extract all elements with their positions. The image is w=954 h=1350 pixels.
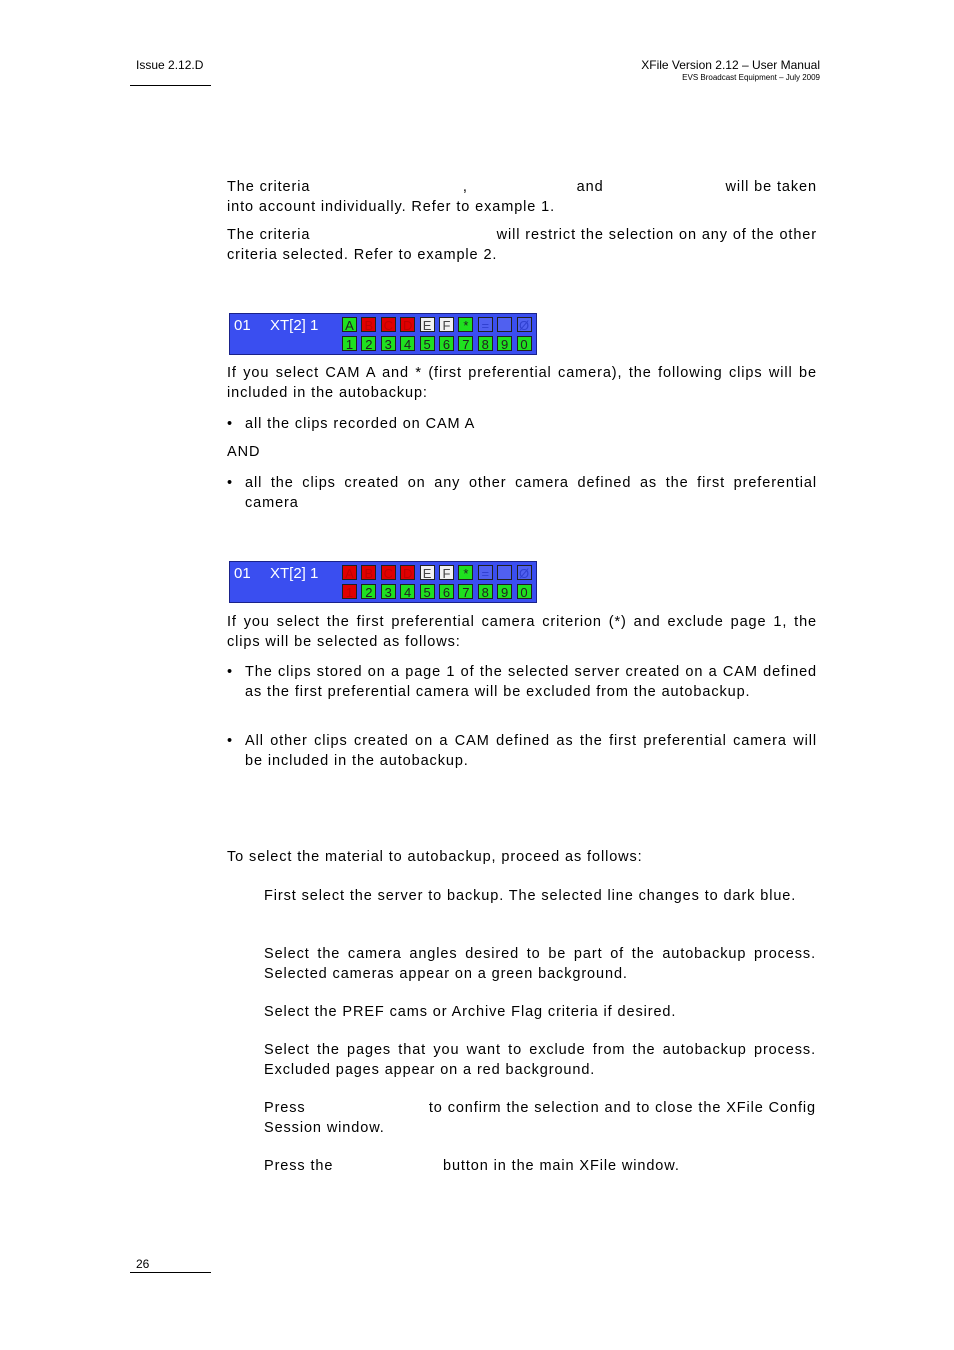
- camera-cell-A[interactable]: A: [342, 317, 357, 332]
- camera-cell-F[interactable]: F: [439, 317, 454, 332]
- list-item: • All other clips created on a CAM defined as the first preferential camera will be included in the autobackup.: [227, 733, 817, 769]
- page-cell-7[interactable]: 7: [458, 584, 473, 599]
- page-cell-9[interactable]: 9: [497, 584, 512, 599]
- page-cell-1[interactable]: 1: [342, 584, 357, 599]
- server-line-id: 01: [234, 317, 251, 334]
- camera-cell-C[interactable]: C: [381, 565, 396, 580]
- procedure-step-6: Press the button in the main XFile window.: [264, 1158, 680, 1174]
- camera-selector-row: [342, 565, 536, 580]
- camera-cell-B[interactable]: B: [361, 565, 376, 580]
- procedure-step-2: Select the camera angles desired to be part of the autobackup process. Selected cameras appear on a green background.: [264, 946, 816, 982]
- procedure-step-4: Select the pages that you want to exclude from the autobackup process. Excluded pages appear on a red background.: [264, 1042, 816, 1078]
- camera-cell-*[interactable]: *: [458, 565, 473, 580]
- camera-cell-F[interactable]: F: [439, 565, 454, 580]
- paragraph-criteria-restrict: The criteria will restrict the selection on any of the other criteria selected. Refer to example 2.: [227, 227, 817, 263]
- paragraph-criteria-individual: The criteria , and will be taken into account individually. Refer to example 1.: [227, 179, 817, 215]
- bullet-icon: •: [227, 416, 233, 432]
- page-cell-5[interactable]: 5: [420, 584, 435, 599]
- example-1-intro: If you select CAM A and * (first preferential camera), the following clips will be included in the autobackup:: [227, 365, 817, 401]
- server-line-name: XT[2] 1: [270, 317, 319, 334]
- page-cell-8[interactable]: 8: [478, 336, 493, 351]
- camera-cell-*[interactable]: *: [458, 317, 473, 332]
- camera-cell-=[interactable]: =: [478, 565, 493, 580]
- camera-cell-D[interactable]: D: [400, 565, 415, 580]
- header-rule: [130, 85, 211, 86]
- page-cell-8[interactable]: 8: [478, 584, 493, 599]
- footer-rule: [130, 1272, 211, 1273]
- camera-cell-B[interactable]: B: [361, 317, 376, 332]
- camera-cell-A[interactable]: A: [342, 565, 357, 580]
- camera-cell-E[interactable]: E: [420, 317, 435, 332]
- camera-cell-Ø[interactable]: Ø: [517, 317, 532, 332]
- procedure-step-1: First select the server to backup. The selected line changes to dark blue.: [264, 888, 797, 904]
- page-cell-6[interactable]: 6: [439, 336, 454, 351]
- header-issue: Issue 2.12.D: [136, 58, 204, 72]
- and-label: AND: [227, 444, 261, 460]
- list-item: • all the clips recorded on CAM A: [227, 415, 817, 435]
- page-cell-0[interactable]: 0: [517, 336, 532, 351]
- page-cell-3[interactable]: 3: [381, 584, 396, 599]
- page-cell-1[interactable]: 1: [342, 336, 357, 351]
- bullet-icon: •: [227, 733, 233, 749]
- page-cell-0[interactable]: 0: [517, 584, 532, 599]
- page-cell-6[interactable]: 6: [439, 584, 454, 599]
- camera-cell-C[interactable]: C: [381, 317, 396, 332]
- camera-cell-blank[interactable]: [497, 565, 512, 580]
- procedure-step-3: Select the PREF cams or Archive Flag criteria if desired.: [264, 1004, 677, 1020]
- server-line-id: 01: [234, 565, 251, 582]
- page-number: 26: [136, 1257, 150, 1271]
- bullet-icon: •: [227, 475, 233, 491]
- header-subtitle: EVS Broadcast Equipment – July 2009: [682, 73, 820, 82]
- procedure-step-5: Press to confirm the selection and to close the XFile Config Session window.: [264, 1100, 816, 1136]
- list-item: • The clips stored on a page 1 of the selected server created on a CAM defined as the first preferential camera will be excluded from the autobackup.: [227, 664, 817, 700]
- page-cell-2[interactable]: 2: [361, 336, 376, 351]
- page-cell-2[interactable]: 2: [361, 584, 376, 599]
- camera-cell-E[interactable]: E: [420, 565, 435, 580]
- example-2-intro: If you select the first preferential camera criterion (*) and exclude page 1, the clips will be selected as follows:: [227, 614, 817, 650]
- header-title: XFile Version 2.12 – User Manual: [641, 58, 820, 72]
- page-cell-5[interactable]: 5: [420, 336, 435, 351]
- camera-cell-=[interactable]: =: [478, 317, 493, 332]
- page-cell-3[interactable]: 3: [381, 336, 396, 351]
- page-cell-4[interactable]: 4: [400, 336, 415, 351]
- server-line-example-2: [229, 561, 537, 603]
- page-cell-4[interactable]: 4: [400, 584, 415, 599]
- server-line-name: XT[2] 1: [270, 565, 319, 582]
- camera-cell-D[interactable]: D: [400, 317, 415, 332]
- procedure-intro: To select the material to autobackup, proceed as follows:: [227, 849, 643, 865]
- page-selector-row: [342, 336, 536, 351]
- camera-cell-blank[interactable]: [497, 317, 512, 332]
- list-item: • all the clips created on any other camera defined as the first preferential camera: [227, 475, 817, 511]
- page-cell-9[interactable]: 9: [497, 336, 512, 351]
- server-line-example-1: [229, 313, 537, 355]
- page-cell-7[interactable]: 7: [458, 336, 473, 351]
- bullet-icon: •: [227, 664, 233, 680]
- page-selector-row: [342, 584, 536, 599]
- camera-selector-row: [342, 317, 536, 332]
- camera-cell-Ø[interactable]: Ø: [517, 565, 532, 580]
